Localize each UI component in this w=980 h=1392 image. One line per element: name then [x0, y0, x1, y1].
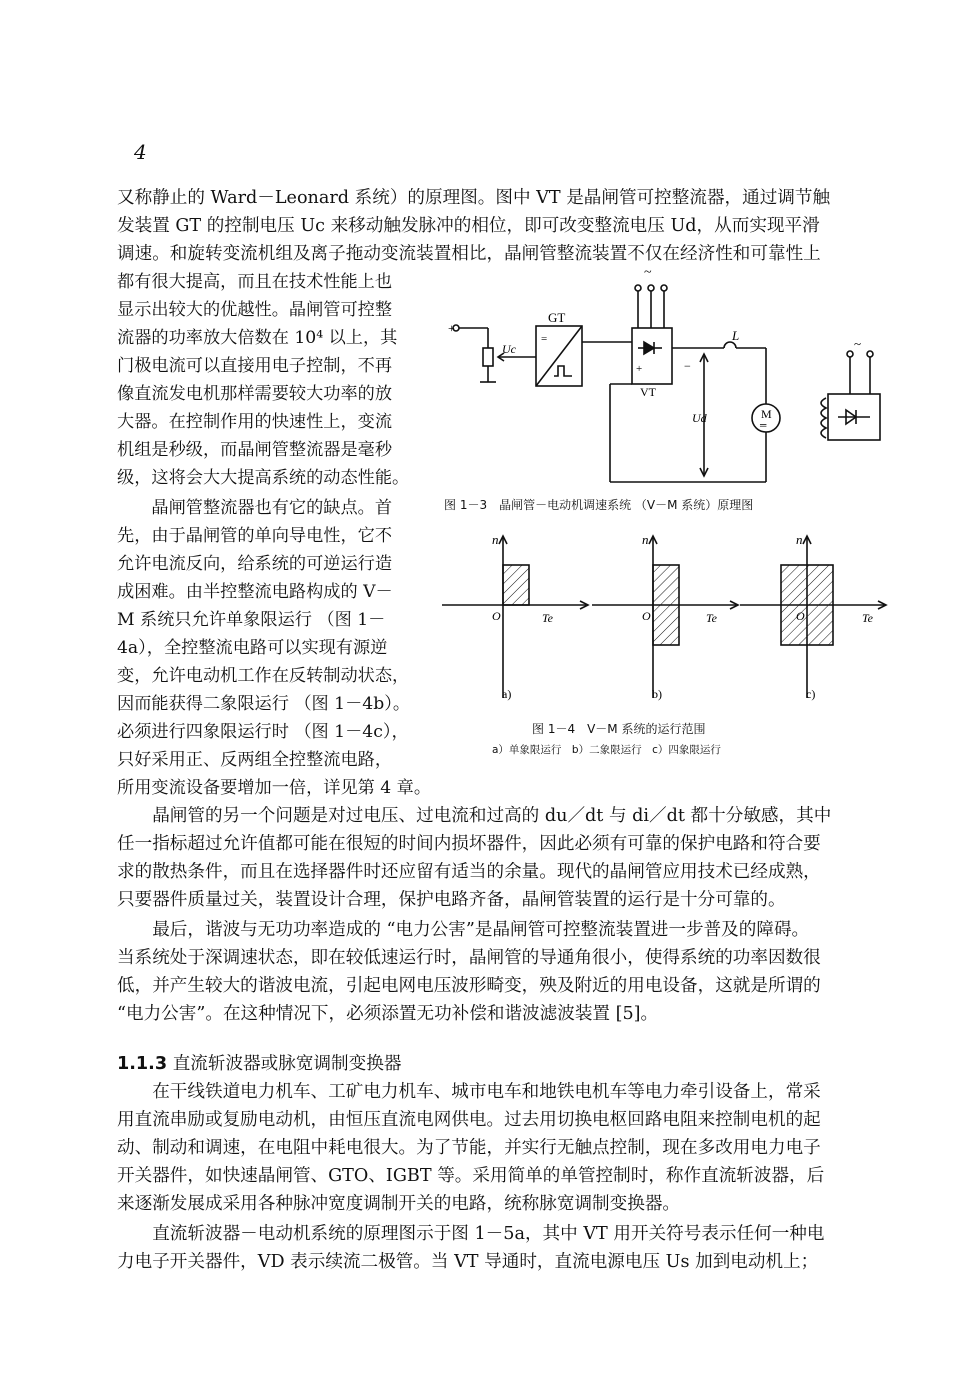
text-line: 先，由于晶闸管的单向导电性，它不 [117, 526, 393, 546]
page-number: 4 [134, 140, 147, 164]
text-line: 求的散热条件，而且在选择器件时还应留有适当的余量。现代的晶闸管应用技术已经成熟， [117, 862, 821, 882]
vt-label: VT [640, 385, 656, 399]
text-line: 发装置 GT 的控制电压 Uc 来移动触发脉冲的相位，即可改变整流电压 Ud，从而实现平滑 [117, 216, 820, 236]
text-line: 晶闸管的另一个问题是对过电压、过电流和过高的 du／dt 与 di／dt 都十分敏感，其中 [117, 806, 832, 826]
origin-a: O [492, 609, 501, 623]
gt-eq-label: = [541, 333, 548, 345]
text-line: 所用变流设备要增加一倍，详见第 4 章。 [117, 778, 432, 798]
text-line: 大器。在控制作用的快速性上，变流 [117, 412, 393, 432]
section-heading [117, 1050, 401, 1075]
ud-label: Ud [692, 411, 707, 425]
text-line: 用直流串励或复励电动机，由恒压直流电网供电。过去用切换电枢回路电阻来控制电机的起 [117, 1110, 821, 1130]
text-line: 晶闸管整流器也有它的缺点。首 [117, 498, 393, 518]
text-line: 直流斩波器－电动机系统的原理图示于图 1－5a，其中 VT 用开关符号表示任何一种电 [117, 1224, 825, 1244]
ac-label: ~ [644, 265, 652, 280]
text-line: 最后，谐波与无功功率造成的 “电力公害”是晶闸管可控整流装置进一步普及的障碍。 [117, 920, 810, 940]
motor-label: M [761, 407, 772, 421]
axis-n-b: n [642, 532, 649, 547]
text-line: 调速。和旋转变流机组及离子拖动变流装置相比，晶闸管整流装置不仅在经济性和可靠性上 [117, 244, 821, 264]
text-line: 只要器件质量过关，装置设计合理，保护电路齐备，晶闸管装置的运行是十分可靠的。 [117, 890, 786, 910]
text-line: “电力公害”。在这种情况下，必须添置无功补偿和谐波滤波装置 [5]。 [117, 1004, 659, 1024]
text-line: 变，允许电动机工作在反转制动状态， [117, 666, 410, 686]
axis-n-c: n [796, 532, 803, 547]
text-line: 级，这将会大大提高系统的动态性能。 [117, 468, 410, 488]
origin-b: O [642, 609, 651, 623]
text-line: 力电子开关器件，VD 表示续流二极管。当 VT 导通时，直流电源电压 Us 加到电动机上； [117, 1252, 819, 1272]
text-line: 都有很大提高，而且在技术性能上也 [117, 272, 393, 292]
text-line: 只好采用正、反两组全控整流电路， [117, 750, 393, 770]
text-line: 因而能获得二象限运行 （图 1－4b）。 [117, 694, 411, 714]
field-ac-label: ~ [854, 336, 862, 351]
figure-1-4-range [440, 528, 888, 704]
text-line: 动、制动和调速，在电阻中耗电很大。为了节能，并实行无触点控制，现在多改用电力电子 [117, 1138, 821, 1158]
text-line: 4a），全控整流电路可以实现有源逆 [117, 638, 388, 658]
axis-t-a: Te [542, 611, 553, 625]
text-line: 必须进行四象限运行时 （图 1－4c）， [117, 722, 409, 742]
minus-label: − [684, 359, 691, 373]
plus-label: + [448, 321, 455, 335]
text-line: 允许电流反向，给系统的可逆运行造 [117, 554, 393, 574]
panel-b-label: b) [652, 687, 662, 701]
text-line: 开关器件，如快速晶闸管、GTO、IGBT 等。采用简单的单管控制时，称作直流斩波器，后 [117, 1166, 825, 1186]
l-label: L [732, 328, 740, 343]
text-line: 任一指标超过允许值都可能在很短的时间内损坏器件，因此必须有可靠的保护电路和符合要 [117, 834, 821, 854]
text-line: 机组是秒级，而晶闸管整流器是毫秒 [117, 440, 393, 460]
text-line: 又称静止的 Ward－Leonard 系统）的原理图。图中 VT 是晶闸管可控整流器，通过调节触 [117, 188, 831, 208]
section-number: 1.1.3 [117, 1054, 168, 1074]
axis-t-c: Te [862, 611, 873, 625]
text-line: 门极电流可以直接用电子控制，不再 [117, 356, 393, 376]
text-line: 流器的功率放大倍数在 10⁴ 以上，其 [117, 328, 398, 348]
figure-1-4-subcaption: a）单象限运行 b）二象限运行 c）四象限运行 [492, 744, 721, 756]
text-line: 当系统处于深调速状态，即在较低速运行时，晶闸管的导通角很小，使得系统的功率因数很 [117, 948, 821, 968]
text-line: 低，并产生较大的谐波电流，引起电网电压波形畸变，殃及附近的用电设备，这就是所谓的 [117, 976, 821, 996]
panel-c-label: c) [806, 687, 816, 701]
figure-1-3-circuit [440, 262, 890, 492]
origin-c: O [796, 609, 805, 623]
text-line: 显示出较大的优越性。晶闸管可控整 [117, 300, 393, 320]
section-title: 直流斩波器或脉宽调制变换器 [172, 1054, 402, 1074]
text-line: M 系统只允许单象限运行 （图 1－ [117, 610, 386, 630]
axis-t-b: Te [706, 611, 717, 625]
motor-dc-label: ═ [760, 420, 767, 430]
text-line: 成困难。由半控整流电路构成的 V－ [117, 582, 393, 602]
uc-label: Uc [502, 342, 516, 356]
panel-a-label: a) [502, 687, 512, 701]
figure-1-4-caption: 图 1－4 V－M 系统的运行范围 [532, 722, 706, 736]
figure-1-3-caption: 图 1－3 晶闸管－电动机调速系统 （V－M 系统）原理图 [444, 498, 754, 512]
gt-label: GT [548, 310, 566, 325]
vt-plus-label: + [636, 363, 643, 375]
text-line: 在干线铁道电力机车、工矿电力机车、城市电车和地铁电机车等电力牵引设备上，常采 [117, 1082, 821, 1102]
axis-n-a: n [492, 532, 499, 547]
text-line: 来逐渐发展成采用各种脉冲宽度调制开关的电路，统称脉宽调制变换器。 [117, 1194, 681, 1214]
text-line: 像直流发电机那样需要较大功率的放 [117, 384, 393, 404]
